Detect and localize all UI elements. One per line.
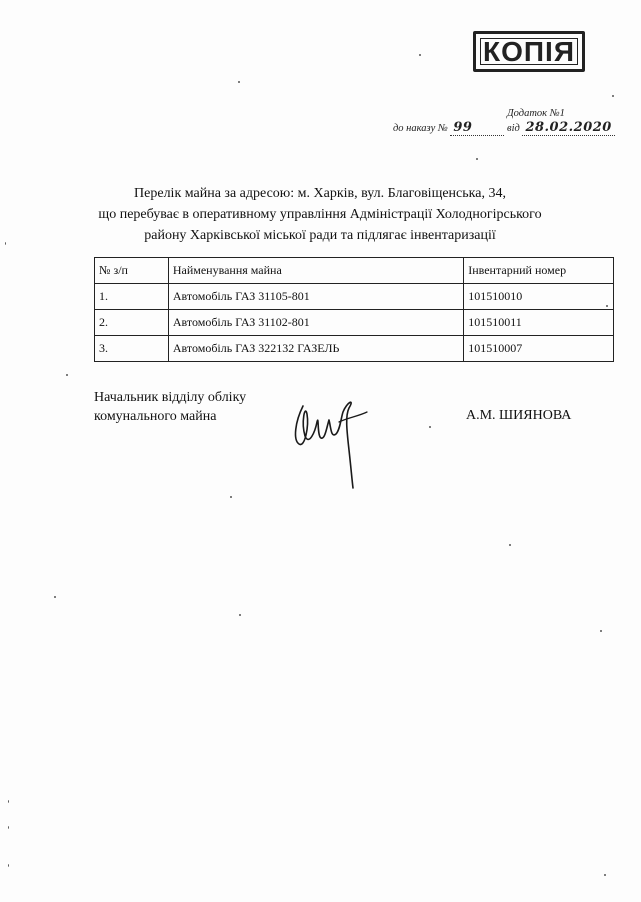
row-inventory-number: 101510011 — [464, 310, 614, 336]
row-number: 3. — [95, 336, 169, 362]
scan-speck — [8, 826, 9, 829]
header-inventory-number: Інвентарний номер — [464, 258, 614, 284]
date-prefix: від — [507, 123, 520, 134]
order-number: 99 — [453, 120, 473, 135]
position-line-2: комунального майна — [94, 409, 217, 424]
heading-line-2: що перебуває в оперативному управління Адміністрації Холодногірського — [98, 207, 542, 222]
position-line-1: Начальник відділу обліку — [94, 390, 247, 405]
scan-speck — [509, 544, 511, 546]
scan-speck — [54, 596, 56, 598]
table-header-row — [95, 258, 614, 284]
header-name: Найменування майна — [168, 258, 463, 284]
scan-speck — [612, 95, 614, 97]
row-inventory-number: 101510007 — [464, 336, 614, 362]
row-asset-name: Автомобіль ГАЗ 31102-801 — [168, 310, 463, 336]
scan-speck — [8, 800, 9, 803]
scan-speck — [230, 496, 232, 498]
order-prefix: до наказу № — [393, 123, 448, 134]
heading-line-1: Перелік майна за адресою: м. Харків, вул. Благовіщенська, 34, — [134, 186, 506, 201]
scan-speck — [476, 158, 478, 160]
scan-speck — [419, 54, 421, 56]
order-date: 28.02.2020 — [525, 120, 612, 135]
row-number: 1. — [95, 284, 169, 310]
handwritten-signature — [289, 392, 369, 492]
row-number: 2. — [95, 310, 169, 336]
table-row — [95, 336, 614, 362]
scan-speck — [606, 305, 608, 307]
order-number-underline — [450, 120, 504, 136]
scan-speck — [8, 864, 9, 867]
scan-speck — [66, 374, 68, 376]
table-row — [95, 310, 614, 336]
order-date-underline — [522, 120, 614, 136]
signatory-position — [94, 388, 246, 426]
signatory-name: А.М. ШИЯНОВА — [466, 408, 572, 423]
document-heading — [70, 183, 570, 246]
scan-speck — [429, 426, 431, 428]
row-asset-name: Автомобіль ГАЗ 31105-801 — [168, 284, 463, 310]
table-row — [95, 284, 614, 310]
scan-speck — [604, 874, 606, 876]
copy-stamp-text: КОПІЯ — [483, 35, 575, 67]
scan-speck — [239, 614, 241, 616]
header-number: № з/п — [95, 258, 169, 284]
scan-speck — [238, 81, 240, 83]
annex-order-line — [393, 120, 615, 136]
heading-line-3: району Харківської міської ради та підлягає інвентаризації — [144, 228, 496, 243]
scan-speck — [600, 630, 602, 632]
inventory-table — [94, 257, 614, 362]
copy-stamp — [473, 31, 585, 72]
annex-title: Додаток №1 — [507, 108, 565, 119]
row-inventory-number: 101510010 — [464, 284, 614, 310]
row-asset-name: Автомобіль ГАЗ 322132 ГАЗЕЛЬ — [168, 336, 463, 362]
scan-speck — [5, 242, 6, 245]
